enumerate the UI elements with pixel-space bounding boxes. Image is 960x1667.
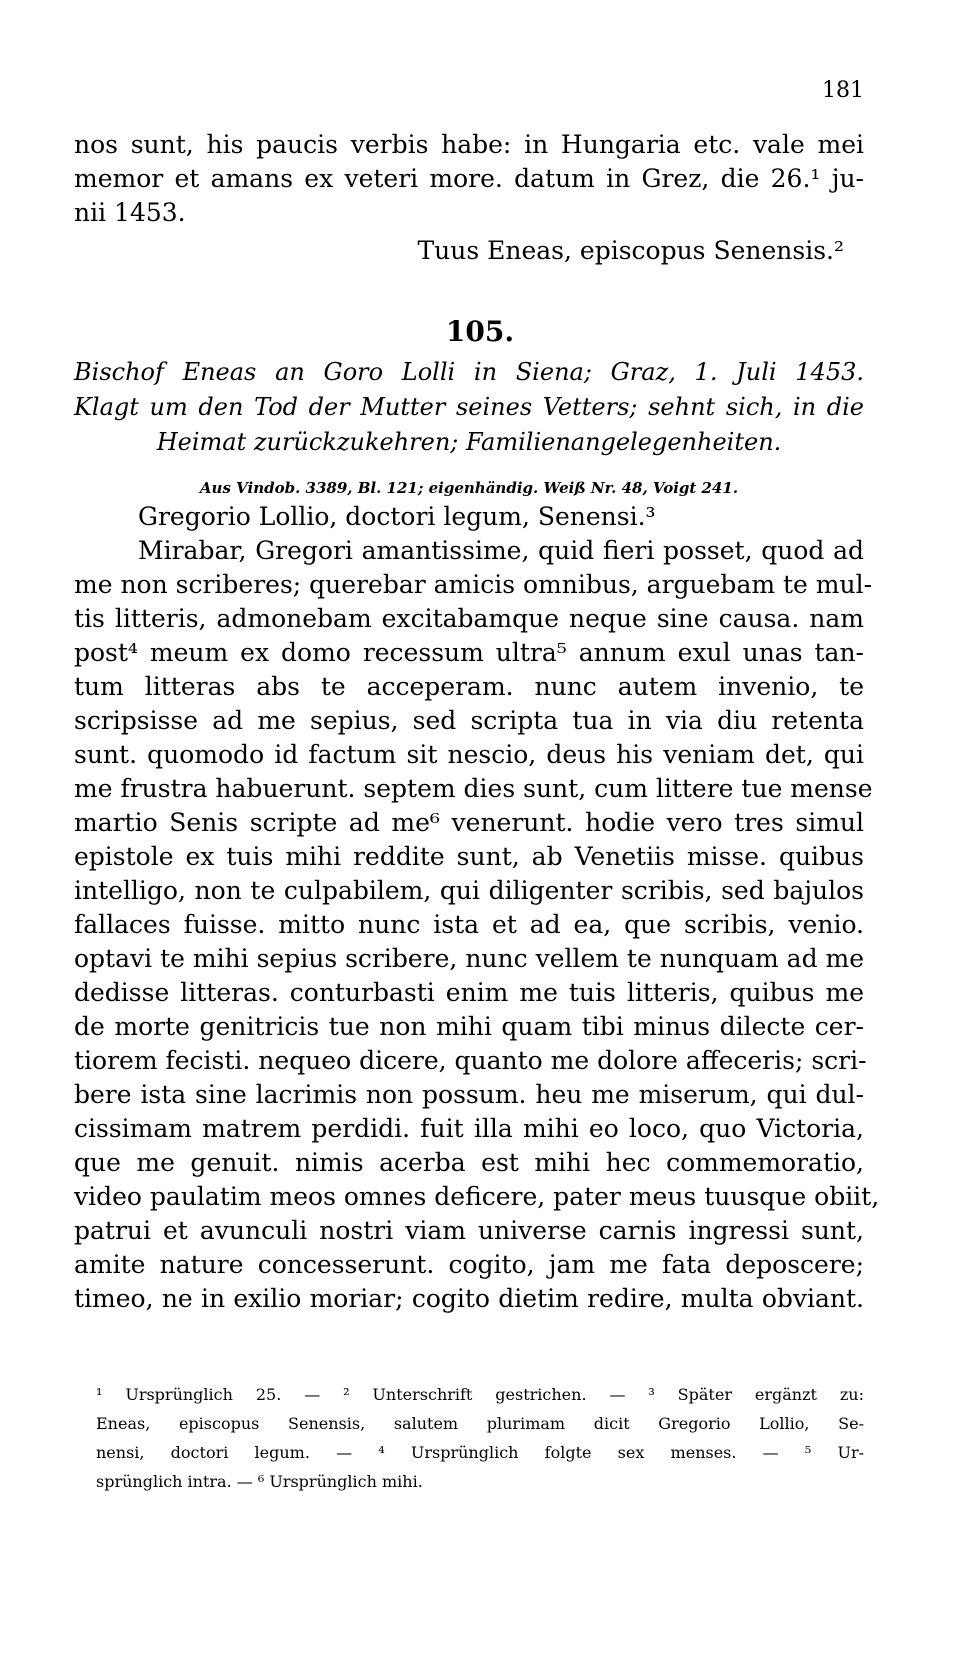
header-line: Bischof Eneas an Goro Lolli in Siena; Graz, 1. Juli 1453. bbox=[74, 358, 864, 386]
text-line: epistole ex tuis mihi reddite sunt, ab Venetiis misse. quibus bbox=[74, 842, 864, 871]
footnote-line: nensi, doctori legum. — ⁴ Ursprünglich folgte sex menses. — ⁵ Ur- bbox=[96, 1443, 864, 1462]
letter-number: 105. bbox=[445, 315, 515, 348]
signature: Tuus Eneas, episcopus Senensis.² bbox=[417, 236, 844, 265]
footnotes bbox=[96, 1380, 864, 1496]
previous-letter-ending bbox=[74, 128, 864, 268]
text-line: dedisse litteras. conturbasti enim me tuis litteris, quibus me bbox=[74, 978, 864, 1007]
text-line: tis litteris, admonebam excitabamque neque sine causa. nam bbox=[74, 604, 864, 633]
text-line: scripsisse ad me sepius, sed scripta tua in via diu retenta bbox=[74, 706, 864, 735]
text-line: me non scriberes; querebar amicis omnibus, arguebam te mul- bbox=[74, 570, 873, 599]
text-line: martio Senis scripte ad me⁶ venerunt. hodie vero tres simul bbox=[74, 808, 864, 837]
header-line: Heimat zurückzukehren; Familienangelegenheiten. bbox=[156, 428, 782, 456]
text-line: tum litteras abs te acceperam. nunc autem invenio, te bbox=[74, 672, 864, 701]
text-line: bere ista sine lacrimis non possum. heu me miserum, qui dul- bbox=[74, 1080, 864, 1109]
footnote-line: sprünglich intra. — ⁶ Ursprünglich mihi. bbox=[96, 1472, 423, 1491]
footnote-line: Eneas, episcopus Senensis, salutem plurimam dicit Gregorio Lollio, Se- bbox=[96, 1414, 864, 1433]
header-line: Klagt um den Tod der Mutter seines Vetters; sehnt sich, in die bbox=[74, 393, 864, 421]
text-line: tiorem fecisti. nequeo dicere, quanto me dolore affeceris; scri- bbox=[74, 1046, 867, 1075]
text-line: cissimam matrem perdidi. fuit illa mihi eo loco, quo Victoria, bbox=[74, 1114, 864, 1143]
source-citation: Aus Vindob. 3389, Bl. 121; eigenhändig. Weiß Nr. 48, Voigt 241. bbox=[199, 479, 739, 497]
text-line: Mirabar, Gregori amantissime, quid fieri posset, quod ad bbox=[138, 536, 864, 565]
text-line: me frustra habuerunt. septem dies sunt, cum littere tue mense bbox=[74, 774, 873, 803]
page-number: 181 bbox=[822, 78, 864, 103]
text-line: memor et amans ex veteri more. datum in Grez, die 26.¹ ju- bbox=[74, 164, 864, 193]
text-line: amite nature concesserunt. cogito, jam me fata deposcere; bbox=[74, 1250, 864, 1279]
text-line: sunt. quomodo id factum sit nescio, deus his veniam det, qui bbox=[74, 740, 864, 769]
text-line: post⁴ meum ex domo recessum ultra⁵ annum exul unas tan- bbox=[74, 638, 864, 667]
text-line: de morte genitricis tue non mihi quam tibi minus dilecte cer- bbox=[74, 1012, 864, 1041]
text-line: nos sunt, his paucis verbis habe: in Hungaria etc. vale mei bbox=[74, 130, 864, 159]
text-line: que me genuit. nimis acerba est mihi hec commemoratio, bbox=[74, 1148, 864, 1177]
text-line: timeo, ne in exilio moriar; cogito dietim redire, multa obviant. bbox=[74, 1284, 864, 1313]
salutation: Gregorio Lollio, doctori legum, Senensi.³ bbox=[138, 502, 656, 531]
letter-header bbox=[74, 355, 864, 460]
text-line: patrui et avunculi nostri viam universe carnis ingressi sunt, bbox=[74, 1216, 864, 1245]
text-line: video paulatim meos omnes deficere, pater meus tuusque obiit, bbox=[74, 1182, 880, 1211]
text-line: intelligo, non te culpabilem, qui diligenter scribis, sed bajulos bbox=[74, 876, 864, 905]
text-line: optavi te mihi sepius scribere, nunc vellem te nunquam ad me bbox=[74, 944, 865, 973]
text-line: fallaces fuisse. mitto nunc ista et ad ea, que scribis, venio. bbox=[74, 910, 864, 939]
text-line: nii 1453. bbox=[74, 198, 186, 227]
footnote-line: ¹ Ursprünglich 25. — ² Unterschrift gestrichen. — ³ Später ergänzt zu: bbox=[96, 1385, 864, 1404]
letter-body bbox=[74, 500, 880, 1316]
